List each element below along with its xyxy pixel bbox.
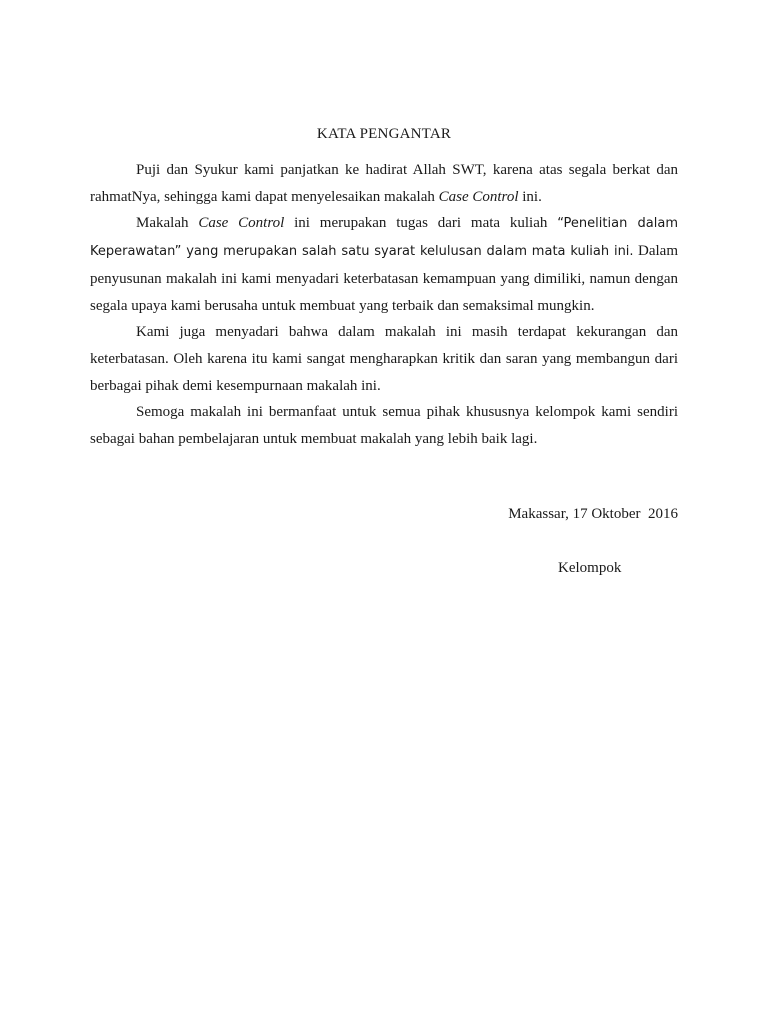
paragraph-2-text-c: Dalam penyusunan makalah ini kami menyadari keterbatasan kemampuan yang dimiliki, namun dengan segala upaya kami berusaha untuk membuat yang terbaik dan semaksimal mungkin. <box>90 243 678 314</box>
paragraph-4: Semoga makalah ini bermanfaat untuk semua pihak khususnya kelompok kami sendiri sebagai bahan pembelajaran untuk membuat makalah yang lebih baik lagi. <box>90 404 678 448</box>
paragraph-2-emphasis: Case Control <box>198 215 285 232</box>
paragraph-2-quoted-course: “Penelitian dalam Keperawatan” yang merupakan salah satu syarat kelulusan dalam mata kuliah ini. <box>90 216 678 260</box>
paragraph-2 <box>90 210 678 319</box>
paragraph-3: Kami juga menyadari bahwa dalam makalah ini masih terdapat kekurangan dan keterbatasan. Oleh karena itu kami sangat mengharapkan kritik dan saran yang membangun dari berbagai pihak demi kesempurnaan makalah ini. <box>90 324 678 394</box>
paragraph-2-text-a: Makalah <box>136 215 199 232</box>
paragraph-1-text-b: ini. <box>518 188 542 205</box>
paragraph-1-text-a: Puji dan Syukur kami panjatkan ke hadirat Allah SWT, karena atas segala berkat dan rahmatNya, sehingga kami dapat menyelesaikan makalah <box>90 162 678 205</box>
paragraph-1 <box>90 157 678 210</box>
paragraph-2-text-b: ini merupakan tugas dari mata kuliah <box>284 215 558 232</box>
signature-name: Kelompok <box>558 560 622 576</box>
page-title: KATA PENGANTAR <box>316 126 452 142</box>
place-date: Makassar, 17 Oktober 2016 <box>508 506 678 522</box>
paragraph-1-emphasis: Case Control <box>438 188 519 205</box>
document-body <box>90 157 678 453</box>
